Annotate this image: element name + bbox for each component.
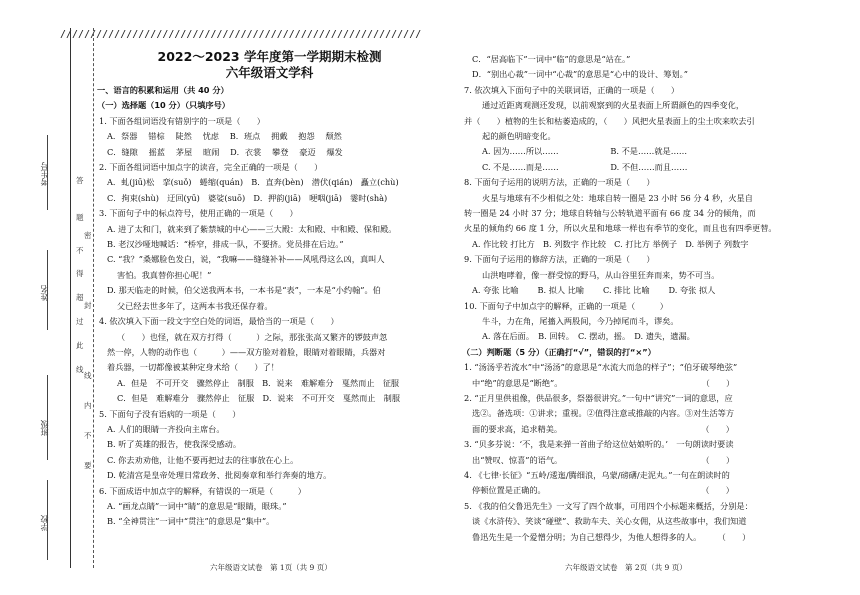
binding-line-outer bbox=[70, 28, 71, 568]
option-line: A. 夸张 比喻 B. 拟人 比喻 C. 排比 比喻 D. 夸张 拟人 bbox=[472, 285, 716, 296]
part-heading: （二）判断题（5 分）（正确打“√”，错误的打“×”） bbox=[462, 346, 656, 357]
judge-line: 选②。备选项：①讲求；重视。②值得注意或推敲的内容。③对生活等方 bbox=[472, 408, 735, 419]
passage-line: 通过近距离观测还发现，以前观察到的火星表面上所谓颜色的四季变化， bbox=[482, 100, 745, 111]
name-label: 姓名 bbox=[40, 285, 49, 301]
option-line: B. “全神贯注”一词中“贯注”的意思是“集中”。 bbox=[107, 516, 275, 527]
option-line: A．虬(jiū)松 挛(suǒ) 蜷缩(quán) B．直奔(bèn) 潜伏(qián) 矗立(chù) bbox=[107, 177, 399, 188]
judge-line: 出“赞叹、惊喜”的语气。 （ ） bbox=[472, 454, 735, 465]
name-field[interactable] bbox=[47, 250, 48, 330]
binding-line-seal bbox=[93, 28, 94, 568]
question-line: 1. 下面各组词语没有错别字的一项是（ ） bbox=[99, 115, 265, 126]
judge-line: 停顿位置是正确的。 （ ） bbox=[472, 485, 734, 496]
option-line: C. 你去劝劝他，让他不要再把过去的往事放在心上。 bbox=[107, 454, 299, 465]
seal-char: 密 bbox=[84, 231, 92, 240]
option-line: B. 听了英雄的报告，使我深受感动。 bbox=[107, 439, 242, 450]
question-line: 7. 依次填入下面句子中的关联词语，正确的一项是（ ） bbox=[464, 84, 680, 95]
passage-line: 着兵器，一切都像被某种定身术给（ ）了！ bbox=[107, 362, 279, 373]
exam-no-field[interactable] bbox=[47, 135, 48, 210]
class-field[interactable] bbox=[47, 375, 48, 460]
passage-line: 火星与地球有不少相似之处：地球自转一圈是 23 小时 56 分 4 秒，火星自 bbox=[482, 192, 753, 203]
judge-line: 4. 《七律·长征》“五岭/逶迤/腾细浪，乌蒙/磅礴/走泥丸。”一句在朗读时的 bbox=[464, 469, 730, 480]
question-line: 6. 下面成语中加点字的解释，有错误的一项是（ ） bbox=[99, 485, 306, 496]
option-line: C．拘束(shù) 迂回(yū) 婆娑(suō) D．押韵(jiā) 哽咽(jiā) 霎时(shà) bbox=[107, 192, 388, 203]
passage-line: 并（ ）植物的生长和枯萎造成的，（ ）风把火星表面上的尘土吹来吹去引 bbox=[464, 115, 755, 126]
seal-char: 答 bbox=[76, 176, 84, 185]
question-line: 9. 下面句子运用的修辞方法，正确的一项是（ ） bbox=[464, 254, 655, 265]
page-1-footer: 六年级语文试卷 第 1页（共 9 页） bbox=[210, 563, 332, 572]
seal-char: 内 bbox=[84, 401, 92, 410]
seal-char: 不 bbox=[76, 246, 84, 255]
judge-line: 1. “汤汤乎若流水”中“汤汤”的意思是“水流大而急的样子”；“伯牙破琴绝弦” bbox=[464, 362, 738, 373]
binding-slash-strip: //////////////////////////////////////////////////////////// bbox=[60, 29, 422, 40]
part-heading: （一）选择题（10 分）（只填序号） bbox=[97, 100, 230, 111]
seal-char: 过 bbox=[76, 317, 84, 326]
seal-char: 线 bbox=[84, 371, 92, 380]
seal-char: 要 bbox=[84, 461, 92, 470]
option-line: A．祭器 错棕 陡然 忧虑 B．班点 拥戴 抱怨 颓然 bbox=[107, 131, 342, 142]
seal-char: 封 bbox=[84, 301, 92, 310]
option-line: A. 作比较 打比方 B. 列数字 作比较 C. 打比方 举例子 D. 举例子 列数字 bbox=[472, 238, 749, 249]
option-line: C．缝隙 摇蓝 茅屋 暄闹 D．衣裳 攀登 豪迈 爆发 bbox=[107, 146, 343, 157]
judge-line: 鲁迅先生是一个爱憎分明；为自己想得少，为他人想得多的人。 （ ） bbox=[472, 531, 751, 542]
option-line: C. “我？”桑娜脸色发白，说，“我嘛——缝缝补补——风吼得这么凶，真叫人 bbox=[107, 254, 385, 265]
judge-line: 2. “正月里供祖像，供品很多，祭器很讲究。”一句中“讲究”一词的意思，应 bbox=[464, 392, 733, 403]
option-line: D. 那天临走的时候，伯父送我两本书，一本书是“表”，一本是“小约翰”。伯 bbox=[107, 285, 381, 296]
option-line: A. 进了太和门，就来到了紫禁城的中心——三大殿：太和殿、中和殿、保和殿。 bbox=[107, 223, 397, 234]
judge-line: 5. 《我的伯父鲁迅先生》一文写了四个故事，可用四个小标题来概括，分别是： bbox=[464, 500, 753, 511]
question-line: 4. 依次填入下面一段文字空白处的词语，最恰当的一项是（ ） bbox=[99, 316, 339, 327]
judge-line: 3. “贝多芬说：‘不，我是来弹一首曲子给这位姑娘听的。’ 一句朗读时要读 bbox=[464, 439, 734, 450]
option-line: D. 乾清宫是皇帝处理日常政务、批阅奏章和举行奔奏的地方。 bbox=[107, 470, 332, 481]
question-line: 5. 下面句子没有语病的一项是（ ） bbox=[99, 408, 241, 419]
passage-line: 山洪咆哮着，像一群受惊的野马，从山谷里狂奔而来，势不可当。 bbox=[482, 269, 720, 280]
section-heading: 一、语言的积累和运用（共 40 分） bbox=[97, 85, 229, 95]
option-line: A. “画龙点睛”一词中“睛”的意思是“眼睛，眼珠。” bbox=[107, 500, 287, 511]
question-line: 3. 下面句子中的标点符号，使用正确的一项是（ ） bbox=[99, 208, 298, 219]
seal-char: 得 bbox=[76, 269, 84, 278]
option-line: A. 因为……所以…… B. 不是……就是…… bbox=[482, 146, 688, 157]
exam-no-label: 考生号 bbox=[40, 162, 49, 186]
judge-line: 谈《水浒传》、笑谈“碰壁”、救助车夫、关心女佣，从这些故事中，我们知道 bbox=[472, 516, 747, 527]
passage-line: 转一圈是 24 小时 37 分；地球自转轴与公转轨道平面有 66 度 34 分的倾角，而 bbox=[464, 208, 756, 219]
option-line: 父已经去世多年了，这两本书我还保存着。 bbox=[117, 300, 273, 311]
page-1-column bbox=[97, 18, 442, 530]
option-line: C. 不是……而是…… D. 不但……而且…… bbox=[482, 161, 688, 172]
judge-line: 面的要求高，追求精美。 （ ） bbox=[472, 423, 734, 434]
seal-char: 此 bbox=[76, 341, 84, 350]
passage-line: 然一停，人物的动作也（ ）——双方脸对着脸，眼睛对着眼睛，兵器对 bbox=[107, 346, 386, 357]
seal-char: 线 bbox=[76, 365, 84, 374]
seal-char: 题 bbox=[76, 213, 84, 222]
option-line: B. 老汉沙哑地喊话：“桥窄，排成一队，不要挤。党员排在后边。” bbox=[107, 239, 344, 250]
option-line: A. 落在后面。 B. 回转。 C. 摆动，摇。 D. 遗失，遗漏。 bbox=[482, 331, 695, 342]
passage-line: 火星的倾角约 66 度 1 分，所以火星和地球一样也有季节的变化，而且也有四季更替。 bbox=[464, 223, 777, 234]
option-line: A. 人们的眼睛一齐投向主席台。 bbox=[107, 423, 225, 434]
judge-line: 中“绝”的意思是“断绝”。 （ ） bbox=[472, 377, 735, 388]
question-line: 2. 下面各组词语中加点字的读音，完全正确的一项是（ ） bbox=[99, 162, 323, 173]
passage-line: 起的颜色明暗变化。 bbox=[482, 131, 556, 142]
school-field[interactable] bbox=[47, 480, 48, 560]
option-line: 害怕。我真替你担心呢！” bbox=[117, 269, 212, 280]
option-line: D．“别出心裁”一词中“心裁”的意思是“心中的设计、筹划。” bbox=[472, 69, 688, 80]
page-2-footer: 六年级语文试卷 第 2页（共 9 页） bbox=[565, 563, 687, 572]
option-line: C．但是 难解难分 骤然停止 征服 D．说来 不可开交 戛然而止 制服 bbox=[117, 393, 401, 404]
school-label: 学校 bbox=[40, 515, 49, 531]
seal-char: 不 bbox=[84, 431, 92, 440]
option-line: A．但是 不可开交 骤然停止 制服 B．说来 难解难分 戛然而止 征服 bbox=[117, 377, 400, 388]
passage-line: 牛斗，力在角，尾搐入两股间，今乃掉尾而斗，谬矣。 bbox=[482, 315, 679, 326]
exam-subtitle: 六年级语文学科 bbox=[225, 65, 314, 80]
question-line: 8. 下面句子运用的说明方法，正确的一项是（ ） bbox=[464, 177, 655, 188]
question-line: 10. 下面句子中加点字的解释，正确的一项是（ ） bbox=[464, 300, 668, 311]
exam-title: 2022～2023 学年度第一学期期末检测 bbox=[157, 49, 382, 64]
class-label: 班级 bbox=[40, 420, 49, 436]
seal-char: 超 bbox=[76, 293, 84, 302]
option-line: C．“居高临下”一词中“临”的意思是“站在。” bbox=[472, 54, 631, 64]
page-2-column bbox=[462, 52, 800, 545]
passage-line: （ ）也怪，就在双方打得（ ）之际，那张张高又繁齐的锣鼓声忽 bbox=[117, 331, 388, 342]
